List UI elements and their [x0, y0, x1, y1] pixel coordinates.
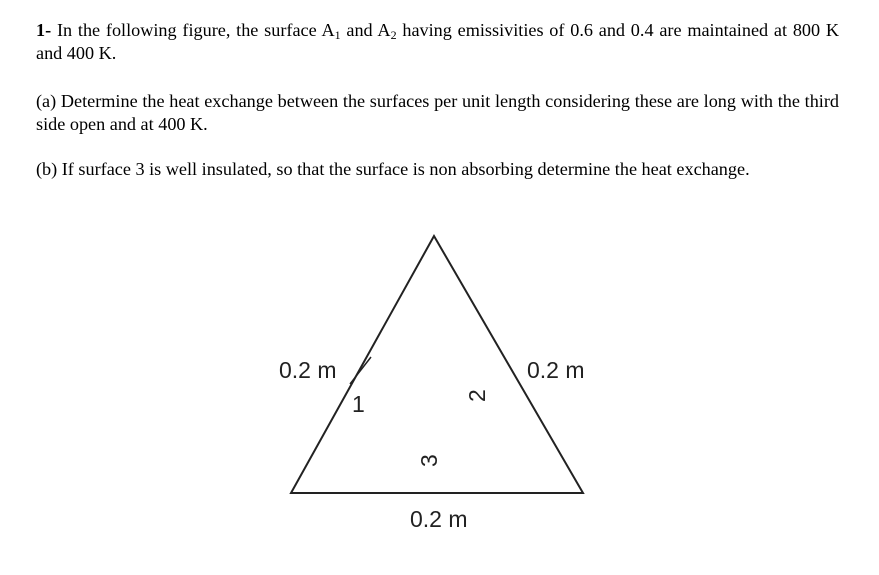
part-b-question: (b) If surface 3 is well insulated, so that the surface is non absorbing determine the heat exchange.	[36, 159, 750, 179]
surface-3-label: 3	[416, 454, 442, 467]
right-side-length-label: 0.2 m	[527, 357, 585, 383]
problem-number: 1-	[36, 20, 52, 40]
subscript-1: 1	[334, 28, 341, 42]
part-a-question: (a) Determine the heat exchange between the surfaces per unit length considering these are long with the third side open and at 400 K.	[36, 91, 839, 134]
left-side-length-label: 0.2 m	[279, 357, 337, 383]
intro-text-part2: and A	[340, 20, 391, 40]
surface-1-label: 1	[352, 391, 365, 417]
surface-2-label: 2	[464, 389, 490, 402]
intro-text-part1: In the following figure, the surface A	[56, 20, 335, 40]
bottom-side-length-label: 0.2 m	[410, 506, 468, 532]
intro-text-part3: having emissivities of 0.6 and 0.4 are maintained at 800 K and 400 K.	[36, 20, 840, 63]
subscript-2: 2	[390, 28, 397, 42]
left-label-leader-line	[350, 357, 371, 384]
